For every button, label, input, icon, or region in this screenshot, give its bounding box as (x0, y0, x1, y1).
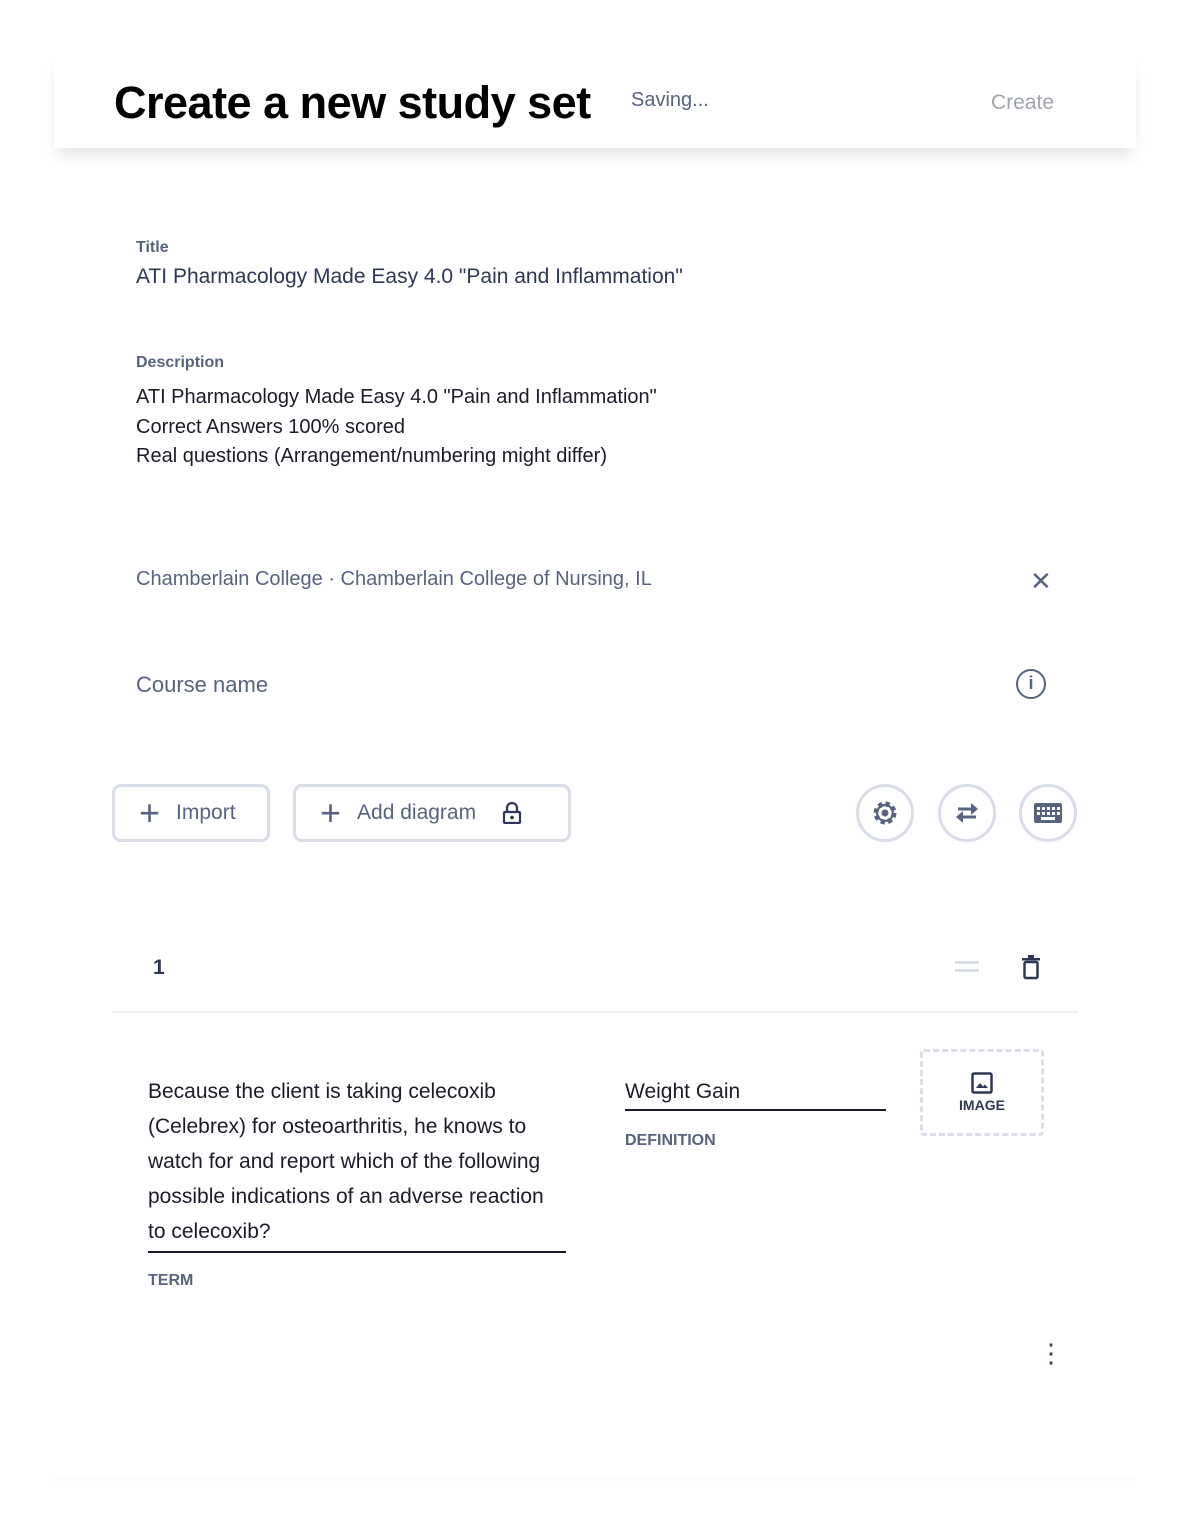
description-input[interactable] (136, 383, 657, 472)
card-bottom-edge (54, 1478, 1136, 1486)
school-field[interactable]: Chamberlain College · Chamberlain College of Nursing, IL (136, 568, 652, 590)
term-input[interactable]: Because the client is taking celecoxib (Celebrex) for osteoarthritis, he knows to watch for and report which of the following possible indications of an adverse reaction to celecoxib? (148, 1074, 566, 1253)
add-diagram-button[interactable] (293, 784, 571, 842)
title-input[interactable]: ATI Pharmacology Made Easy 4.0 "Pain and Inflammation" (136, 265, 683, 288)
gear-icon (870, 798, 900, 828)
description-line: Correct Answers 100% scored (136, 415, 406, 438)
page-title: Create a new study set (114, 77, 591, 128)
import-button[interactable] (112, 784, 270, 842)
definition-input[interactable]: Weight Gain (625, 1074, 886, 1111)
settings-button[interactable] (856, 784, 914, 842)
header (54, 55, 1136, 148)
image-label: IMAGE (959, 1097, 1005, 1113)
add-image-button[interactable] (920, 1049, 1044, 1136)
plus-icon: + (139, 792, 161, 833)
description-line: Real questions (Arrangement/numbering might differ) (136, 445, 607, 467)
info-icon[interactable]: i (1016, 669, 1046, 699)
swap-icon (952, 798, 982, 828)
keyboard-icon (1033, 801, 1063, 825)
description-label: Description (136, 354, 225, 371)
import-label: Import (176, 801, 236, 824)
save-status: Saving... (631, 89, 709, 111)
term-label: TERM (148, 1272, 194, 1289)
keyboard-shortcuts-button[interactable] (1019, 784, 1077, 842)
flip-terms-button[interactable] (938, 784, 996, 842)
card-divider (112, 1011, 1078, 1013)
more-options-icon[interactable]: ⋮ (1038, 1338, 1064, 1368)
close-icon[interactable]: ✕ (1030, 566, 1052, 596)
title-label: Title (136, 239, 169, 256)
lock-icon (502, 802, 522, 824)
create-button[interactable]: Create (990, 91, 1054, 114)
trash-icon[interactable] (1021, 955, 1041, 980)
drag-handle-icon[interactable] (955, 960, 979, 974)
image-icon (971, 1072, 993, 1094)
description-line: ATI Pharmacology Made Easy 4.0 "Pain and Inflammation" (136, 386, 657, 408)
course-name-input[interactable]: Course name (136, 672, 269, 697)
add-diagram-label: Add diagram (357, 801, 477, 824)
plus-icon: + (320, 792, 342, 833)
definition-label: DEFINITION (625, 1132, 716, 1149)
card-number: 1 (153, 956, 165, 979)
